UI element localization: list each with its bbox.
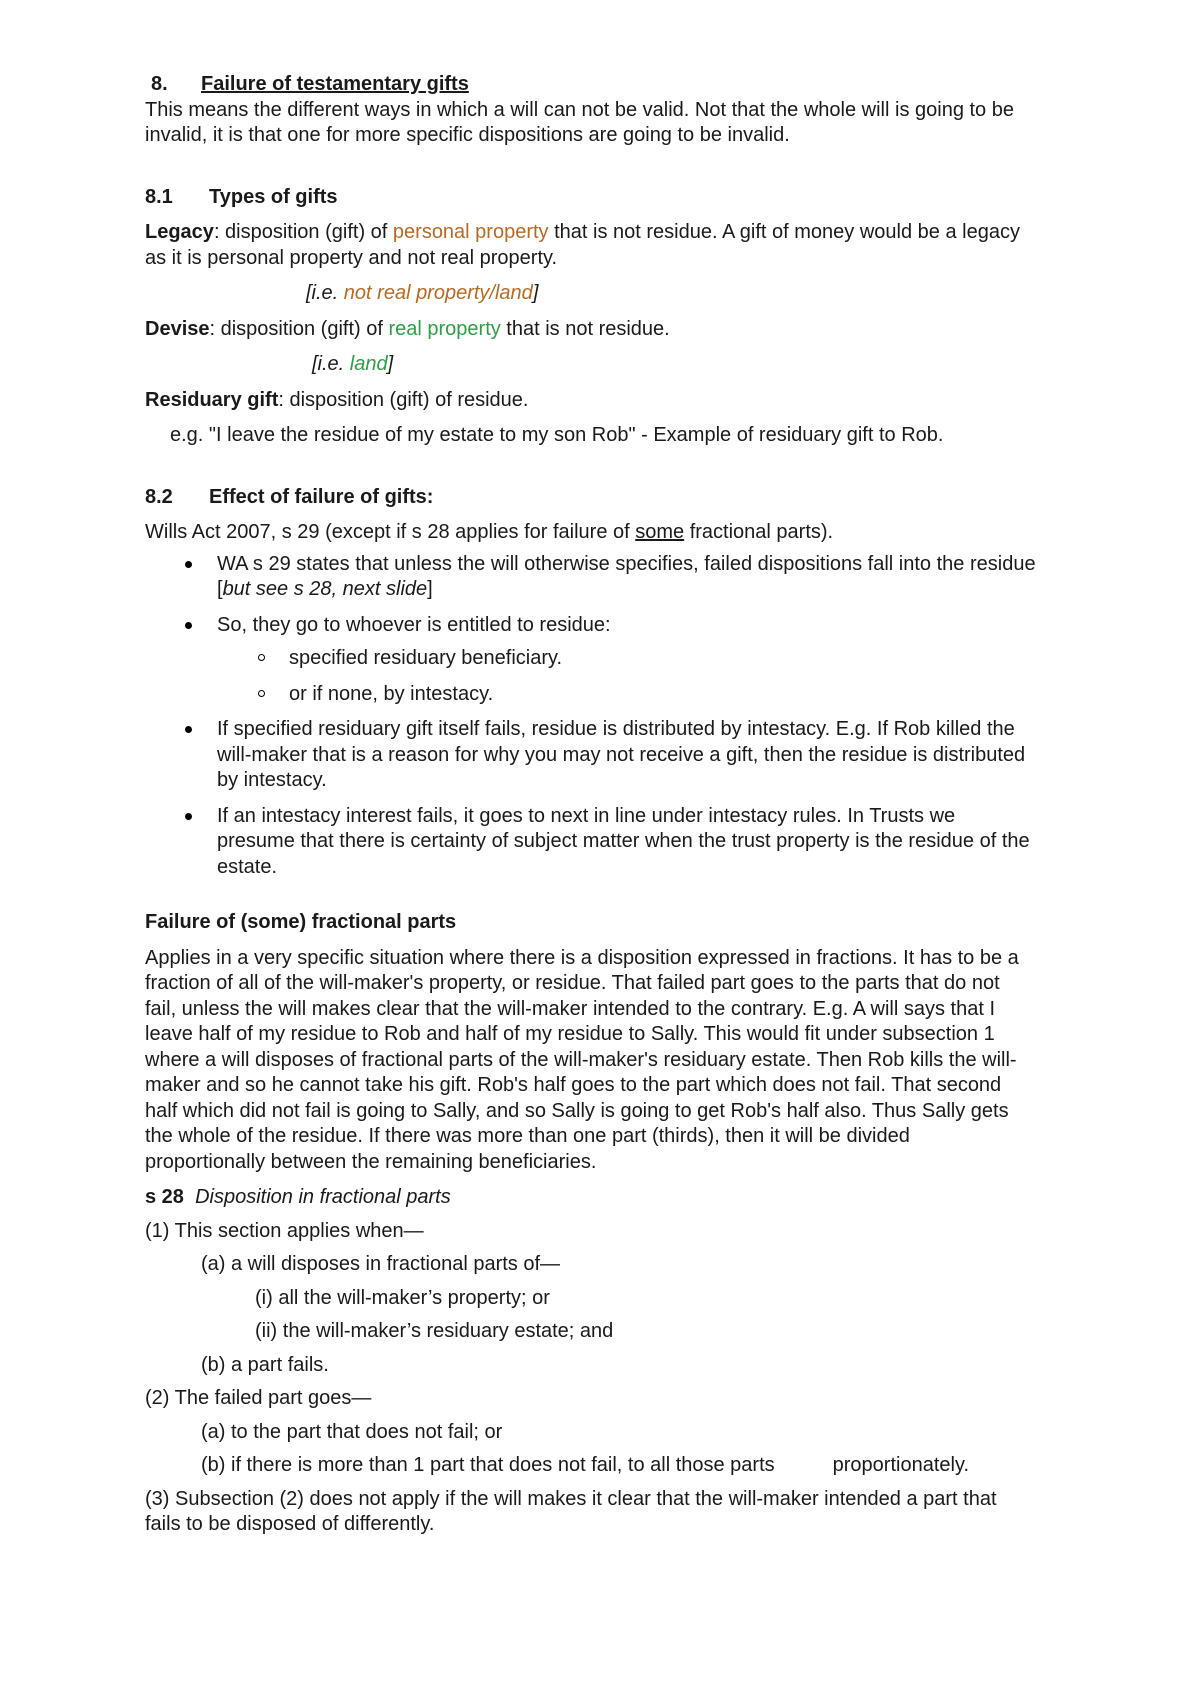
section-title: Failure of testamentary gifts: [201, 73, 469, 95]
bullet-2-text: So, they go to whoever is entitled to residue:: [217, 613, 611, 636]
legacy-note-highlight: not real property/land: [343, 282, 533, 304]
paragraph-line: where a will disposes of fractional parts of the will-maker's residuary estate. Then Rob kills the will-: [145, 1048, 1017, 1071]
legacy-note-close: ]: [532, 282, 539, 304]
subsection-title: Types of gifts: [209, 185, 338, 208]
list-item: [145, 717, 1135, 794]
bullet-icon: [185, 726, 192, 733]
intro-line-1: This means the different ways in which a will can not be valid. Not that the whole will is going to be: [145, 98, 1014, 121]
sub-bullet-icon: [258, 690, 265, 697]
legacy-note: [145, 281, 1135, 307]
s28-title: Disposition in fractional parts: [195, 1186, 451, 1208]
legacy-post: that is not residue. A gift of money would be a legacy: [548, 221, 1020, 243]
sub-bullet-2-text: or if none, by intestacy.: [289, 682, 494, 705]
subsection-heading-8-1: [145, 185, 1135, 211]
paragraph-line: fail, unless the will makes clear that the will-maker intended to the contrary. E.g. A will says that I: [145, 997, 996, 1020]
fractional-paragraph: [145, 946, 1135, 1176]
s28-para-2b-text: (b) if there is more than 1 part that does not fail, to all those parts: [201, 1454, 775, 1476]
s28-para-1a-i: (i) all the will-maker’s property; or: [255, 1286, 550, 1309]
bullet-1-italic: but see s 28, next slide: [222, 578, 428, 600]
subsection-title: Effect of failure of gifts:: [209, 485, 434, 508]
intro-line-2: invalid, it is that one for more specific dispositions are going to be invalid.: [145, 124, 790, 146]
effect-lead-post: fractional parts).: [684, 521, 834, 543]
s28-subsection-2: (2) The failed part goes—: [145, 1387, 372, 1409]
legacy-line-2: as it is personal property and not real property.: [145, 246, 558, 269]
effect-lead-underlined: some: [635, 521, 685, 543]
s28-subsection-3-line-2: fails to be disposed of differently.: [145, 1513, 435, 1535]
effect-lead: [145, 520, 1135, 546]
list-item: [145, 646, 1135, 672]
devise-term: Devise: [145, 317, 210, 340]
bracket-close: ]: [427, 578, 433, 600]
residuary-definition: [145, 388, 1135, 414]
bullet-3-line-1: If specified residuary gift itself fails, residue is distributed by intestacy. E.g. If Rob killed the: [217, 718, 1015, 740]
s28-para-1b: (b) a part fails.: [201, 1353, 329, 1376]
devise-definition: [145, 317, 1135, 343]
s28-para-1a: (a) a will disposes in fractional parts of—: [201, 1253, 561, 1275]
bullet-4-line-1: If an intestacy interest fails, it goes to next in line under intestacy rules. In Trusts we: [217, 804, 956, 827]
section-heading: [145, 72, 1135, 98]
document-page: [145, 72, 1135, 1538]
bullet-icon: [185, 813, 192, 820]
residuary-post: : disposition (gift) of residue.: [278, 388, 529, 411]
bullet-4-line-2: presume that there is certainty of subject matter when the trust property is the residue of the: [217, 830, 1030, 852]
list-item: [145, 552, 1135, 603]
residuary-term: Residuary gift: [145, 388, 279, 411]
bullet-1-line-1: WA s 29 states that unless the will otherwise specifies, failed dispositions fall into the residue: [217, 552, 1036, 575]
sub-bullet-list: [217, 646, 1135, 707]
paragraph-line: Applies in a very specific situation where there is a disposition expressed in fractions. It has to be a: [145, 946, 1019, 969]
s28-para-2b-tail: proportionately.: [832, 1454, 970, 1476]
legacy-definition: [145, 220, 1135, 246]
legacy-pre: : disposition (gift) of: [213, 221, 393, 243]
bullet-1-line-2: [217, 577, 1135, 603]
devise-note-close: ]: [387, 353, 394, 375]
subsection-number: 8.1: [145, 185, 173, 208]
legacy-term: Legacy: [145, 221, 214, 243]
paragraph-line: the whole of the residue. If there was more than one part (thirds), then it will be divided: [145, 1125, 910, 1147]
paragraph-line: leave half of my residue to Rob and half of my residue to Sally. This would fit under subsection 1: [145, 1023, 995, 1045]
devise-highlight: real property: [388, 317, 501, 340]
s28-subsection-3-line-1: (3) Subsection (2) does not apply if the will makes it clear that the will-maker intended a part that: [145, 1487, 997, 1510]
sub-bullet-1-text: specified residuary beneficiary.: [289, 647, 563, 669]
devise-pre: : disposition (gift) of: [209, 317, 389, 340]
s28-label: s 28: [145, 1186, 184, 1208]
legacy-highlight: personal property: [392, 221, 549, 243]
paragraph-line: fraction of all of the will-maker's property, or residue. That failed part goes to the parts that do not: [145, 972, 1000, 994]
list-item: [145, 613, 1135, 708]
s28-heading: [145, 1185, 1135, 1211]
s28-para-2a: (a) to the part that does not fail; or: [201, 1420, 503, 1443]
sub-bullet-icon: [258, 654, 265, 661]
bullet-icon: [185, 622, 192, 629]
s28-para-2b: [145, 1453, 1135, 1479]
devise-note: [145, 352, 1135, 378]
bullet-4-line-3: estate.: [217, 855, 278, 878]
effect-bullet-list: [145, 552, 1135, 881]
subsection-number: 8.2: [145, 485, 173, 508]
paragraph-line: half which did not fail is going to Sally, and so Sally is going to get Rob's half also. Thus Sally gets: [145, 1099, 1009, 1122]
devise-note-open: [i.e.: [312, 353, 350, 375]
list-item: [145, 682, 1135, 708]
legacy-note-open: [i.e.: [306, 282, 344, 304]
bullet-icon: [185, 561, 192, 568]
s28-para-1a-ii: (ii) the will-maker’s residuary estate; and: [255, 1320, 614, 1342]
paragraph-line: maker and so he cannot take his gift. Rob's half goes to the part which does not fail. That second: [145, 1074, 1002, 1096]
devise-post: that is not residue.: [500, 317, 670, 340]
section-number: 8.: [151, 73, 168, 95]
list-item: [145, 804, 1135, 881]
fractional-heading: Failure of (some) fractional parts: [145, 911, 457, 933]
bullet-3-line-3: by intestacy.: [217, 769, 327, 791]
bracket-open: [: [217, 578, 223, 600]
residuary-example: e.g. "I leave the residue of my estate to my son Rob" - Example of residuary gift to Rob.: [170, 424, 944, 446]
s28-subsection-1: (1) This section applies when—: [145, 1219, 424, 1242]
paragraph-line: proportionally between the remaining beneficiaries.: [145, 1150, 597, 1173]
bullet-3-line-2: will-maker that is a reason for why you may not receive a gift, then the residue is distributed: [217, 743, 1026, 766]
devise-note-highlight: land: [349, 353, 388, 375]
subsection-heading-8-2: [145, 485, 1135, 511]
effect-lead-pre: Wills Act 2007, s 29 (except if s 28 applies for failure of: [145, 521, 636, 543]
